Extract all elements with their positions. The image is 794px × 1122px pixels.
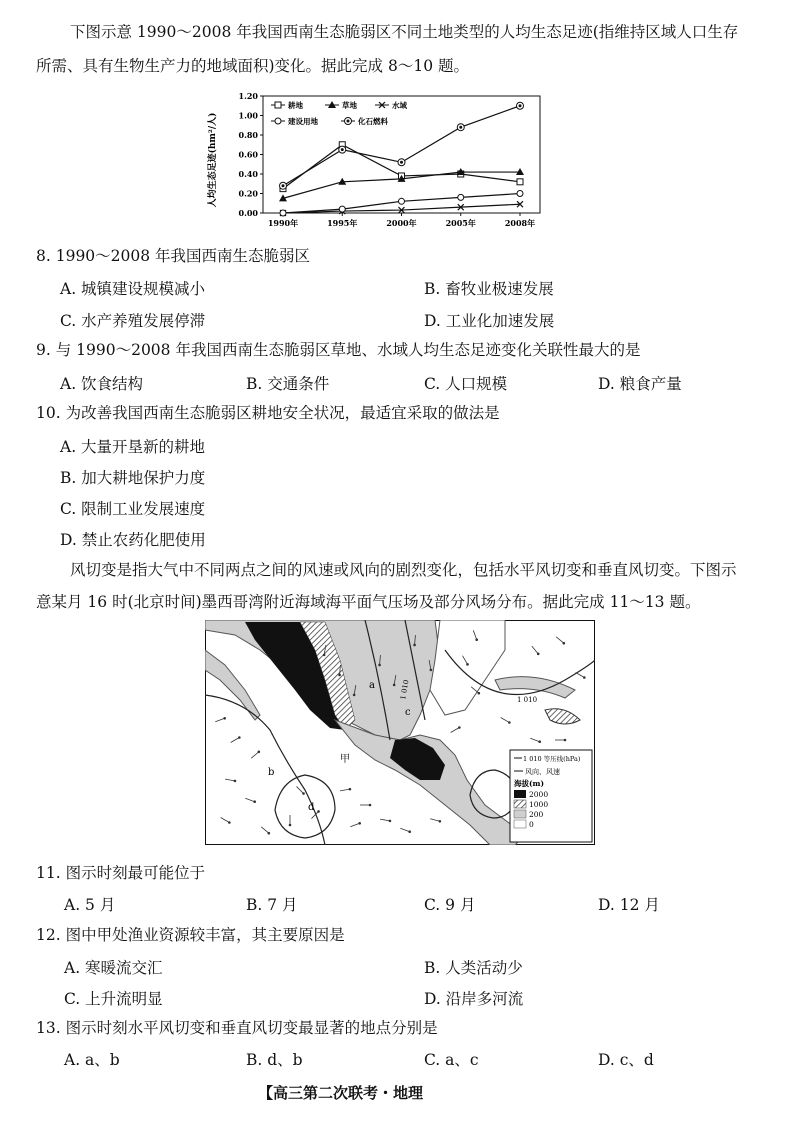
- wind-arrow-head: [458, 727, 460, 729]
- q10-stem: 10. 为改善我国西南生态脆弱区耕地安全状况，最适宜采取的做法是: [36, 404, 500, 422]
- q9-option-c[interactable]: C. 人口规模: [424, 375, 508, 393]
- wind-arrow-head: [258, 751, 260, 753]
- wind-arrow-head: [349, 788, 351, 790]
- x-tick-label: 2008年: [504, 218, 536, 228]
- map-label-a: a: [369, 680, 375, 691]
- q9-stem: 9. 与 1990～2008 年我国西南生态脆弱区草地、水域人均生态足迹变化关联性最大的是: [36, 341, 641, 359]
- series-4-point-dot: [282, 184, 285, 187]
- y-tick-label: 0.40: [238, 169, 258, 179]
- wind-arrow-head: [564, 739, 566, 741]
- map-label-b: b: [268, 767, 275, 778]
- wind-arrow-head: [537, 653, 539, 655]
- q10-option-a[interactable]: A. 大量开垦新的耕地: [60, 438, 206, 456]
- ecological-footprint-chart: [205, 88, 545, 238]
- isobar-1010-label-a: 1 010: [399, 679, 411, 701]
- q13-option-a[interactable]: A. a、b: [64, 1051, 120, 1069]
- y-tick-label: 0.20: [238, 188, 258, 199]
- wind-arrow-head: [539, 741, 541, 743]
- legend-marker-4-dot: [347, 120, 350, 123]
- q9-option-d[interactable]: D. 粮食产量: [598, 375, 682, 393]
- wind-arrow-head: [339, 674, 341, 676]
- wind-arrow-head: [238, 737, 240, 739]
- q11-option-c[interactable]: C. 9 月: [424, 896, 476, 914]
- gulf-of-mexico-pressure-map: [205, 620, 595, 845]
- isobar-1010-label-b: 1 010: [517, 696, 538, 704]
- q11-stem: 11. 图示时刻最可能位于: [36, 864, 206, 882]
- q11-option-d[interactable]: D. 12 月: [598, 896, 660, 914]
- legend-elev-2000: 2000: [529, 790, 549, 799]
- intro2-line2: 意某月 16 时(北京时间)墨西哥湾附近海域海平面气压场及部分风场分布。据此完成 11～13 题。: [36, 593, 701, 611]
- map-label-jia: 甲: [340, 754, 350, 765]
- legend-label-3: 建设用地: [288, 117, 318, 126]
- series-4-point-dot: [341, 148, 344, 151]
- wind-arrow-head: [393, 684, 395, 686]
- x-tick-label: 1995年: [327, 218, 358, 228]
- y-tick-label: 1.00: [238, 110, 258, 121]
- intro1-line2: 所需、具有生物生产力的地域面积)变化。据此完成 8～10 题。: [36, 57, 469, 75]
- legend-label-0: 耕地: [288, 101, 303, 110]
- q12-option-b[interactable]: B. 人类活动少: [424, 959, 523, 977]
- footer: 【高三第二次联考・地理: [258, 1084, 424, 1102]
- legend-elev-200: 200: [529, 810, 544, 819]
- q13-option-c[interactable]: C. a、c: [424, 1051, 479, 1069]
- q12-stem: 12. 图中甲处渔业资源较丰富，其主要原因是: [36, 926, 345, 944]
- q8-stem: 8. 1990～2008 年我国西南生态脆弱区: [36, 247, 311, 265]
- q12-option-d[interactable]: D. 沿岸多河流: [424, 990, 524, 1008]
- q12-option-c[interactable]: C. 上升流明显: [64, 990, 163, 1008]
- legend-label-1: 草地: [342, 101, 357, 110]
- wind-arrow-head: [228, 822, 230, 824]
- wind-arrow-head: [563, 642, 565, 644]
- q8-option-d[interactable]: D. 工业化加速发展: [424, 312, 555, 330]
- q9-option-b[interactable]: B. 交通条件: [246, 375, 330, 393]
- y-tick-label: 0.60: [238, 149, 258, 160]
- series-4-point-dot: [519, 104, 522, 107]
- q10-option-d[interactable]: D. 禁止农药化肥使用: [60, 531, 206, 549]
- q12-option-a[interactable]: A. 寒暖流交汇: [64, 959, 163, 977]
- intro2-line1: 风切变是指大气中不同两点之间的风速或风向的剧烈变化，包括水平风切变和垂直风切变。下图示: [70, 561, 737, 579]
- x-tick-label: 2005年: [445, 218, 476, 228]
- q11-option-a[interactable]: A. 5 月: [64, 896, 116, 914]
- wind-arrow-head: [476, 639, 478, 641]
- series-3-point: [339, 206, 345, 212]
- map-label-d: d: [308, 802, 315, 813]
- map-legend: [510, 750, 592, 842]
- legend-elev-1000: 1000: [529, 800, 549, 809]
- wind-arrow-head: [478, 692, 480, 694]
- q13-option-b[interactable]: B. d、b: [246, 1051, 303, 1069]
- wind-arrow-head: [430, 669, 432, 671]
- series-3-point: [517, 191, 523, 197]
- legend-marker-0: [275, 102, 281, 108]
- series-4-point-dot: [459, 126, 462, 129]
- x-tick-label: 2000年: [386, 218, 417, 228]
- q8-option-a[interactable]: A. 城镇建设规模减小: [60, 280, 206, 298]
- series-3-point: [280, 210, 286, 216]
- map-label-c: c: [405, 707, 411, 718]
- legend-isobar: 1 010 等压线(hPa): [523, 755, 581, 763]
- wind-arrow-head: [254, 801, 256, 803]
- wind-arrow-head: [234, 780, 236, 782]
- q8-option-b[interactable]: B. 畜牧业极速发展: [424, 280, 554, 298]
- wind-arrow-head: [439, 820, 441, 822]
- wind-arrow-head: [359, 822, 361, 824]
- wind-arrow-head: [389, 820, 391, 822]
- legend-label-2: 水域: [392, 101, 407, 110]
- chart-ylabel: 人均生态足迹(hm²/人): [208, 112, 218, 208]
- wind-arrow-head: [414, 644, 416, 646]
- wind-arrow-head: [289, 824, 291, 826]
- wind-arrow-head: [379, 664, 381, 666]
- series-3-point: [399, 198, 405, 204]
- legend-wind: 风向、风速: [525, 768, 560, 776]
- y-tick-label: 1.20: [238, 91, 258, 101]
- wind-arrow-head: [224, 717, 226, 719]
- y-tick-label: 0.80: [238, 130, 258, 140]
- q11-option-b[interactable]: B. 7 月: [246, 896, 298, 914]
- series-0-point: [517, 179, 523, 185]
- q8-option-c[interactable]: C. 水产养殖发展停滞: [60, 312, 206, 330]
- y-tick-label: 0.00: [238, 208, 258, 218]
- wind-arrow-head: [323, 654, 325, 656]
- series-3-point: [458, 194, 464, 200]
- wind-arrow-head: [353, 694, 355, 696]
- wind-arrow-head: [369, 804, 371, 806]
- wind-arrow-head: [268, 832, 270, 834]
- chart-plot-area: [239, 91, 540, 228]
- wind-arrow-head: [303, 793, 305, 795]
- legend-elev-title: 海拔(m): [514, 779, 545, 788]
- q13-stem: 13. 图示时刻水平风切变和垂直风切变最显著的地点分别是: [36, 1019, 438, 1037]
- q10-option-c[interactable]: C. 限制工业发展速度: [60, 500, 206, 518]
- wind-arrow-head: [467, 663, 469, 665]
- series-4-point-dot: [400, 161, 403, 164]
- wind-arrow-head: [508, 722, 510, 724]
- wind-arrow-head: [583, 677, 585, 679]
- q9-option-a[interactable]: A. 饮食结构: [60, 375, 144, 393]
- wind-arrow-head: [409, 831, 411, 833]
- wind-arrow-head: [318, 811, 320, 813]
- q10-option-b[interactable]: B. 加大耕地保护力度: [60, 469, 206, 487]
- legend-elev-0: 0: [529, 820, 534, 829]
- series-line-2: [283, 204, 520, 213]
- series-line-0: [283, 145, 520, 189]
- x-tick-label: 1990年: [267, 218, 299, 228]
- legend-marker-3: [275, 118, 281, 124]
- legend-label-4: 化石燃料: [358, 117, 388, 126]
- intro1-line1: 下图示意 1990～2008 年我国西南生态脆弱区不同土地类型的人均生态足迹(指维持区域人口生存: [70, 23, 739, 41]
- q13-option-d[interactable]: D. c、d: [598, 1051, 654, 1069]
